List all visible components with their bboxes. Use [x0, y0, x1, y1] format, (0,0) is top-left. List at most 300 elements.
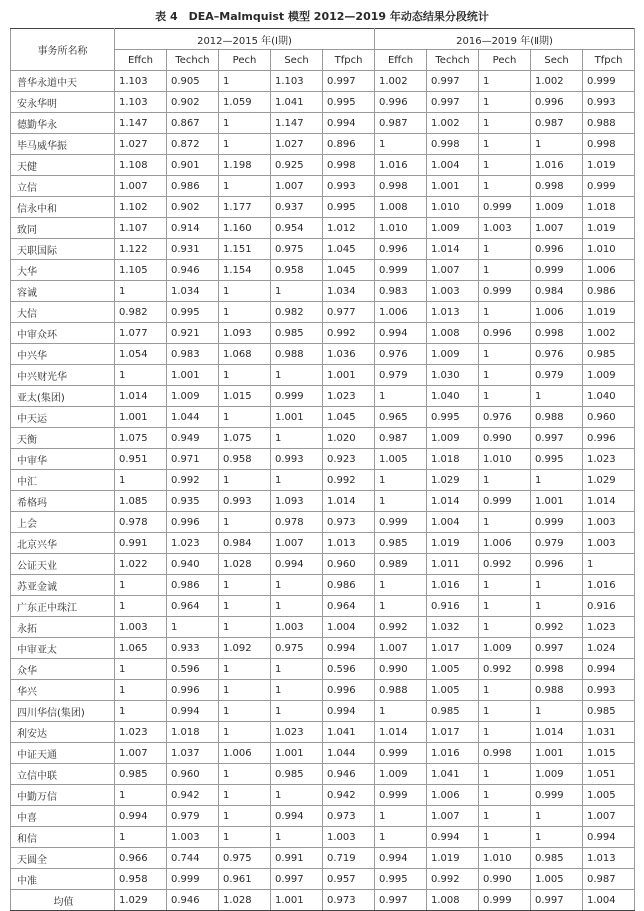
value-cell-tfpch: 1.013 — [583, 848, 635, 869]
value-cell-techch: 0.902 — [167, 197, 219, 218]
value-cell-pech: 0.999 — [479, 281, 531, 302]
value-cell-pech: 1 — [219, 680, 271, 701]
value-cell-techch: 0.994 — [167, 701, 219, 722]
value-cell-pech: 1.198 — [219, 155, 271, 176]
value-cell-tfpch: 0.916 — [583, 596, 635, 617]
value-cell-sech: 1.009 — [531, 764, 583, 785]
value-cell-sech: 0.997 — [531, 638, 583, 659]
value-cell-effch: 1 — [375, 701, 427, 722]
value-cell-tfpch: 0.993 — [583, 92, 635, 113]
value-cell-effch: 0.999 — [375, 260, 427, 281]
column-header-techch: Techch — [427, 50, 479, 71]
value-cell-effch: 1.122 — [115, 239, 167, 260]
value-cell-pech: 1.154 — [219, 260, 271, 281]
value-cell-pech: 0.999 — [479, 197, 531, 218]
value-cell-tfpch: 1.014 — [323, 491, 375, 512]
value-cell-sech: 0.996 — [531, 554, 583, 575]
value-cell-pech: 1 — [219, 71, 271, 92]
firm-name-cell: 安永华明 — [11, 92, 115, 113]
value-cell-pech: 1 — [219, 827, 271, 848]
value-cell-sech: 1 — [271, 827, 323, 848]
value-cell-tfpch: 0.998 — [583, 134, 635, 155]
value-cell-sech: 0.998 — [531, 323, 583, 344]
value-cell-tfpch: 0.960 — [583, 407, 635, 428]
value-cell-effch: 1 — [115, 659, 167, 680]
firm-name-cell: 中汇 — [11, 470, 115, 491]
table-row — [11, 848, 635, 869]
value-cell-effch: 1 — [375, 386, 427, 407]
value-cell-effch: 1 — [115, 785, 167, 806]
value-cell-sech: 1 — [531, 386, 583, 407]
table-row — [11, 554, 635, 575]
firm-name-cell: 亚太(集团) — [11, 386, 115, 407]
value-cell-tfpch: 1.045 — [323, 407, 375, 428]
value-cell-effch: 0.987 — [375, 428, 427, 449]
firm-name-cell: 中兴财光华 — [11, 365, 115, 386]
table-row — [11, 428, 635, 449]
value-cell-techch: 0.949 — [167, 428, 219, 449]
value-cell-effch: 1.103 — [115, 92, 167, 113]
value-cell-pech: 1.028 — [219, 890, 271, 911]
value-cell-tfpch: 1.014 — [583, 491, 635, 512]
value-cell-pech: 1 — [479, 134, 531, 155]
value-cell-pech: 1.009 — [479, 638, 531, 659]
value-cell-sech: 1 — [271, 659, 323, 680]
value-cell-tfpch: 1.023 — [583, 617, 635, 638]
value-cell-pech: 1.003 — [479, 218, 531, 239]
value-cell-sech: 1.103 — [271, 71, 323, 92]
period-1-header: 2012—2015 年(Ⅰ期) — [115, 29, 375, 50]
value-cell-pech: 1 — [219, 407, 271, 428]
value-cell-pech: 1 — [219, 575, 271, 596]
value-cell-pech: 1 — [219, 176, 271, 197]
value-cell-tfpch: 1.004 — [323, 617, 375, 638]
value-cell-effch: 1.108 — [115, 155, 167, 176]
firm-name-cell: 大华 — [11, 260, 115, 281]
value-cell-effch: 0.976 — [375, 344, 427, 365]
value-cell-effch: 1.009 — [375, 764, 427, 785]
table-row — [11, 680, 635, 701]
value-cell-effch: 1 — [115, 365, 167, 386]
value-cell-pech: 0.961 — [219, 869, 271, 890]
value-cell-techch: 0.960 — [167, 764, 219, 785]
value-cell-effch: 1.103 — [115, 71, 167, 92]
value-cell-pech: 1 — [219, 134, 271, 155]
value-cell-effch: 1.003 — [115, 617, 167, 638]
value-cell-effch: 0.987 — [375, 113, 427, 134]
value-cell-pech: 1 — [479, 155, 531, 176]
value-cell-tfpch: 0.994 — [583, 659, 635, 680]
value-cell-effch: 1.075 — [115, 428, 167, 449]
value-cell-techch: 0.995 — [167, 302, 219, 323]
value-cell-techch: 0.986 — [167, 575, 219, 596]
value-cell-effch: 1 — [375, 596, 427, 617]
value-cell-tfpch: 0.998 — [323, 155, 375, 176]
value-cell-tfpch: 1.041 — [323, 722, 375, 743]
firm-name-cell: 德勤华永 — [11, 113, 115, 134]
value-cell-effch: 0.982 — [115, 302, 167, 323]
value-cell-pech: 1 — [219, 617, 271, 638]
value-cell-tfpch: 1 — [583, 554, 635, 575]
value-cell-pech: 1.068 — [219, 344, 271, 365]
column-header-pech: Pech — [479, 50, 531, 71]
value-cell-pech: 1 — [479, 722, 531, 743]
table-row — [11, 365, 635, 386]
period-2-header: 2016—2019 年(Ⅱ期) — [375, 29, 635, 50]
firm-name-cell: 立信 — [11, 176, 115, 197]
value-cell-techch: 1.003 — [167, 827, 219, 848]
value-cell-techch: 1.004 — [427, 155, 479, 176]
value-cell-sech: 0.982 — [271, 302, 323, 323]
value-cell-sech: 0.975 — [271, 239, 323, 260]
value-cell-sech: 1 — [271, 785, 323, 806]
value-cell-tfpch: 0.994 — [323, 701, 375, 722]
value-cell-tfpch: 0.997 — [323, 71, 375, 92]
value-cell-sech: 1 — [271, 596, 323, 617]
value-cell-sech: 1 — [271, 701, 323, 722]
value-cell-sech: 1 — [531, 470, 583, 491]
value-cell-techch: 0.983 — [167, 344, 219, 365]
value-cell-pech: 1 — [479, 239, 531, 260]
table-row — [11, 470, 635, 491]
firm-name-cell: 苏亚金诚 — [11, 575, 115, 596]
value-cell-effch: 0.994 — [115, 806, 167, 827]
value-cell-tfpch: 0.986 — [323, 575, 375, 596]
value-cell-tfpch: 0.995 — [323, 197, 375, 218]
value-cell-effch: 0.995 — [375, 869, 427, 890]
value-cell-tfpch: 1.031 — [583, 722, 635, 743]
value-cell-techch: 1.008 — [427, 890, 479, 911]
value-cell-tfpch: 0.957 — [323, 869, 375, 890]
value-cell-effch: 0.966 — [115, 848, 167, 869]
value-cell-sech: 0.985 — [531, 848, 583, 869]
value-cell-techch: 1.001 — [167, 365, 219, 386]
value-cell-techch: 0.902 — [167, 92, 219, 113]
value-cell-techch: 0.872 — [167, 134, 219, 155]
value-cell-techch: 0.940 — [167, 554, 219, 575]
value-cell-techch: 1.044 — [167, 407, 219, 428]
value-cell-tfpch: 1.024 — [583, 638, 635, 659]
table-row — [11, 218, 635, 239]
value-cell-sech: 0.958 — [271, 260, 323, 281]
value-cell-tfpch: 1.002 — [583, 323, 635, 344]
value-cell-pech: 1.028 — [219, 554, 271, 575]
value-cell-techch: 1.041 — [427, 764, 479, 785]
value-cell-tfpch: 1.013 — [323, 533, 375, 554]
table-row — [11, 323, 635, 344]
value-cell-pech: 0.999 — [479, 491, 531, 512]
value-cell-pech: 1 — [219, 596, 271, 617]
value-cell-sech: 1 — [531, 134, 583, 155]
value-cell-effch: 0.983 — [375, 281, 427, 302]
value-cell-sech: 1.001 — [531, 743, 583, 764]
table-row — [11, 617, 635, 638]
value-cell-pech: 1 — [479, 827, 531, 848]
value-cell-effch: 1.029 — [115, 890, 167, 911]
value-cell-effch: 0.951 — [115, 449, 167, 470]
value-cell-sech: 0.993 — [271, 449, 323, 470]
value-cell-techch: 1.013 — [427, 302, 479, 323]
value-cell-tfpch: 1.040 — [583, 386, 635, 407]
value-cell-pech: 1 — [479, 176, 531, 197]
column-header-techch: Techch — [167, 50, 219, 71]
table-row — [11, 533, 635, 554]
value-cell-sech: 0.997 — [271, 869, 323, 890]
value-cell-pech: 1.010 — [479, 449, 531, 470]
value-cell-effch: 1 — [115, 680, 167, 701]
firm-name-cell: 中审亚太 — [11, 638, 115, 659]
value-cell-techch: 0.931 — [167, 239, 219, 260]
value-cell-sech: 0.984 — [531, 281, 583, 302]
value-cell-pech: 0.993 — [219, 491, 271, 512]
table-row — [11, 827, 635, 848]
value-cell-tfpch: 0.987 — [583, 869, 635, 890]
value-cell-techch: 0.998 — [427, 134, 479, 155]
value-cell-pech: 1 — [219, 806, 271, 827]
value-cell-tfpch: 0.977 — [323, 302, 375, 323]
value-cell-pech: 1 — [479, 512, 531, 533]
value-cell-techch: 1.017 — [427, 638, 479, 659]
table-row — [11, 575, 635, 596]
value-cell-tfpch: 1.015 — [583, 743, 635, 764]
value-cell-pech: 1 — [219, 512, 271, 533]
value-cell-tfpch: 0.993 — [323, 176, 375, 197]
firm-name-cell: 天圆全 — [11, 848, 115, 869]
value-cell-tfpch: 1.018 — [583, 197, 635, 218]
column-header-sech: Sech — [531, 50, 583, 71]
value-cell-tfpch: 1.034 — [323, 281, 375, 302]
value-cell-techch: 1.032 — [427, 617, 479, 638]
firm-name-cell: 中准 — [11, 869, 115, 890]
value-cell-effch: 1.065 — [115, 638, 167, 659]
value-cell-effch: 1.027 — [115, 134, 167, 155]
value-cell-pech: 1 — [479, 701, 531, 722]
table-row — [11, 386, 635, 407]
value-cell-effch: 1.107 — [115, 218, 167, 239]
value-cell-sech: 1.041 — [271, 92, 323, 113]
value-cell-sech: 1 — [531, 575, 583, 596]
value-cell-sech: 1.014 — [531, 722, 583, 743]
firm-name-cell: 北京兴华 — [11, 533, 115, 554]
value-cell-pech: 0.958 — [219, 449, 271, 470]
value-cell-techch: 1.007 — [427, 806, 479, 827]
table-row — [11, 722, 635, 743]
value-cell-techch: 1.001 — [427, 176, 479, 197]
value-cell-tfpch: 1.004 — [583, 890, 635, 911]
value-cell-sech: 0.976 — [531, 344, 583, 365]
value-cell-techch: 1.037 — [167, 743, 219, 764]
value-cell-effch: 0.985 — [375, 533, 427, 554]
value-cell-sech: 1.001 — [271, 407, 323, 428]
value-cell-tfpch: 0.993 — [583, 680, 635, 701]
table-row — [11, 491, 635, 512]
value-cell-techch: 0.986 — [167, 176, 219, 197]
value-cell-pech: 1 — [479, 113, 531, 134]
value-cell-effch: 0.999 — [375, 743, 427, 764]
value-cell-sech: 1 — [271, 575, 323, 596]
firm-name-cell: 利安达 — [11, 722, 115, 743]
value-cell-effch: 1.007 — [115, 743, 167, 764]
value-cell-pech: 0.975 — [219, 848, 271, 869]
value-cell-techch: 1.009 — [167, 386, 219, 407]
value-cell-techch: 0.971 — [167, 449, 219, 470]
value-cell-effch: 1 — [375, 806, 427, 827]
value-cell-tfpch: 1.029 — [583, 470, 635, 491]
value-cell-tfpch: 1.001 — [323, 365, 375, 386]
value-cell-techch: 0.596 — [167, 659, 219, 680]
value-cell-sech: 1.093 — [271, 491, 323, 512]
value-cell-sech: 1.147 — [271, 113, 323, 134]
value-cell-pech: 1 — [479, 386, 531, 407]
value-cell-effch: 1.007 — [375, 638, 427, 659]
value-cell-sech: 0.999 — [531, 785, 583, 806]
value-cell-techch: 1.017 — [427, 722, 479, 743]
value-cell-tfpch: 1.003 — [583, 512, 635, 533]
table-row — [11, 701, 635, 722]
value-cell-techch: 0.946 — [167, 260, 219, 281]
value-cell-pech: 0.992 — [479, 659, 531, 680]
value-cell-tfpch: 0.994 — [323, 113, 375, 134]
value-cell-effch: 1 — [375, 470, 427, 491]
value-cell-effch: 0.979 — [375, 365, 427, 386]
value-cell-pech: 1.006 — [219, 743, 271, 764]
firm-name-cell: 中勤万信 — [11, 785, 115, 806]
firm-name-cell: 中兴华 — [11, 344, 115, 365]
value-cell-techch: 0.905 — [167, 71, 219, 92]
value-cell-techch: 0.867 — [167, 113, 219, 134]
value-cell-pech: 1 — [479, 260, 531, 281]
value-cell-sech: 0.988 — [271, 344, 323, 365]
value-cell-techch: 0.935 — [167, 491, 219, 512]
firm-name-cell: 中天运 — [11, 407, 115, 428]
value-cell-techch: 0.916 — [427, 596, 479, 617]
value-cell-effch: 1.054 — [115, 344, 167, 365]
table-row — [11, 260, 635, 281]
table-row — [11, 806, 635, 827]
value-cell-sech: 1.023 — [271, 722, 323, 743]
value-cell-sech: 0.992 — [531, 617, 583, 638]
value-cell-techch: 0.992 — [427, 869, 479, 890]
value-cell-sech: 1.001 — [531, 491, 583, 512]
value-cell-tfpch: 1.023 — [323, 386, 375, 407]
table-row — [11, 344, 635, 365]
table-row — [11, 659, 635, 680]
value-cell-sech: 1.007 — [271, 176, 323, 197]
value-cell-techch: 0.901 — [167, 155, 219, 176]
value-cell-sech: 1.009 — [531, 197, 583, 218]
value-cell-techch: 0.997 — [427, 92, 479, 113]
value-cell-effch: 1 — [375, 134, 427, 155]
value-cell-effch: 0.988 — [375, 680, 427, 701]
value-cell-pech: 1 — [219, 302, 271, 323]
value-cell-tfpch: 1.051 — [583, 764, 635, 785]
table-row — [11, 449, 635, 470]
value-cell-sech: 1.003 — [271, 617, 323, 638]
value-cell-techch: 1 — [167, 617, 219, 638]
value-cell-effch: 1.010 — [375, 218, 427, 239]
value-cell-sech: 0.994 — [271, 806, 323, 827]
value-cell-pech: 1 — [479, 806, 531, 827]
value-cell-pech: 1.151 — [219, 239, 271, 260]
value-cell-techch: 0.996 — [167, 512, 219, 533]
value-cell-pech: 0.999 — [479, 890, 531, 911]
value-cell-tfpch: 1.012 — [323, 218, 375, 239]
table-row — [11, 302, 635, 323]
value-cell-sech: 0.998 — [531, 659, 583, 680]
value-cell-techch: 1.030 — [427, 365, 479, 386]
value-cell-techch: 0.997 — [427, 71, 479, 92]
value-cell-pech: 0.984 — [219, 533, 271, 554]
value-cell-effch: 0.990 — [375, 659, 427, 680]
table-row — [11, 71, 635, 92]
value-cell-sech: 0.997 — [531, 428, 583, 449]
value-cell-effch: 1 — [375, 491, 427, 512]
value-cell-tfpch: 0.996 — [323, 680, 375, 701]
value-cell-pech: 1.010 — [479, 848, 531, 869]
value-cell-techch: 0.992 — [167, 470, 219, 491]
value-cell-pech: 1 — [219, 659, 271, 680]
dea-malmquist-table — [10, 28, 635, 911]
value-cell-sech: 0.979 — [531, 365, 583, 386]
value-cell-tfpch: 0.992 — [323, 323, 375, 344]
table-row — [11, 638, 635, 659]
value-cell-pech: 1 — [479, 302, 531, 323]
value-cell-effch: 1 — [115, 596, 167, 617]
value-cell-tfpch: 1.007 — [583, 806, 635, 827]
firm-name-cell: 四川华信(集团) — [11, 701, 115, 722]
value-cell-techch: 1.019 — [427, 848, 479, 869]
value-cell-techch: 0.985 — [427, 701, 479, 722]
value-cell-pech: 1 — [219, 365, 271, 386]
value-cell-sech: 1 — [271, 428, 323, 449]
value-cell-pech: 1 — [479, 575, 531, 596]
value-cell-sech: 0.999 — [271, 386, 323, 407]
firm-name-header: 事务所名称 — [11, 29, 115, 71]
value-cell-effch: 0.991 — [115, 533, 167, 554]
firm-name-cell: 公证天业 — [11, 554, 115, 575]
value-cell-tfpch: 0.988 — [583, 113, 635, 134]
value-cell-tfpch: 0.973 — [323, 890, 375, 911]
value-cell-sech: 0.987 — [531, 113, 583, 134]
value-cell-techch: 1.018 — [427, 449, 479, 470]
firm-name-cell: 上会 — [11, 512, 115, 533]
value-cell-techch: 1.040 — [427, 386, 479, 407]
value-cell-pech: 1 — [479, 344, 531, 365]
value-cell-sech: 1.006 — [531, 302, 583, 323]
table-row — [11, 743, 635, 764]
value-cell-effch: 0.978 — [115, 512, 167, 533]
value-cell-effch: 1.014 — [375, 722, 427, 743]
value-cell-tfpch: 0.960 — [323, 554, 375, 575]
column-header-sech: Sech — [271, 50, 323, 71]
value-cell-tfpch: 1.006 — [583, 260, 635, 281]
column-header-effch: Effch — [375, 50, 427, 71]
value-cell-pech: 1 — [219, 701, 271, 722]
value-cell-effch: 1.085 — [115, 491, 167, 512]
value-cell-techch: 0.964 — [167, 596, 219, 617]
value-cell-sech: 0.999 — [531, 512, 583, 533]
value-cell-effch: 0.985 — [115, 764, 167, 785]
firm-name-cell: 容诚 — [11, 281, 115, 302]
value-cell-techch: 1.004 — [427, 512, 479, 533]
firm-name-cell: 天衡 — [11, 428, 115, 449]
value-cell-pech: 1 — [479, 764, 531, 785]
value-cell-sech: 0.994 — [271, 554, 323, 575]
table-row — [11, 134, 635, 155]
value-cell-pech: 1 — [479, 596, 531, 617]
value-cell-techch: 0.999 — [167, 869, 219, 890]
value-cell-effch: 1.077 — [115, 323, 167, 344]
